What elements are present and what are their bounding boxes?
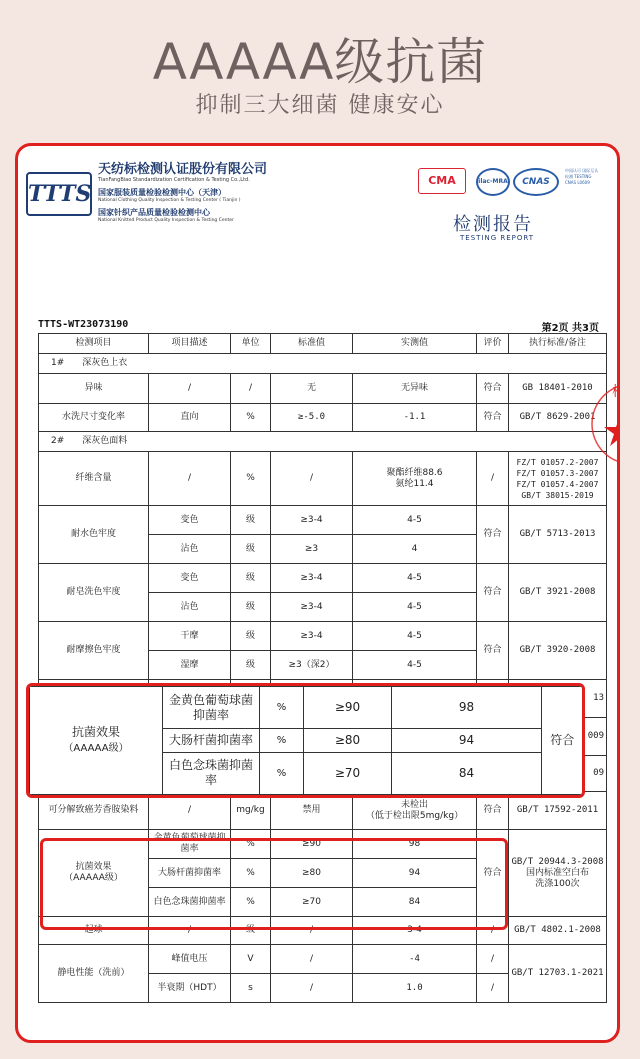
cell: GB/T 3920-2008 <box>509 622 607 680</box>
cell: / <box>231 374 271 404</box>
table-row <box>30 687 583 729</box>
cell: / <box>149 917 231 945</box>
cell: 1.0 <box>353 974 477 1003</box>
cell: / <box>149 452 231 506</box>
cell: 3-4 <box>353 917 477 945</box>
cell-line: FZ/T 01057.2-2007 <box>516 457 599 467</box>
company-info <box>98 158 368 223</box>
cell: GB 18401-2010 <box>509 374 607 404</box>
cell-line: 氨纶11.4 <box>395 478 434 489</box>
cell: 级 <box>231 593 271 622</box>
cell: 金黄色葡萄球菌抑菌率 <box>149 830 231 859</box>
cma-mark-icon: CMA <box>418 168 466 194</box>
cell: 大肠杆菌抑菌率 <box>149 859 231 888</box>
col-header: 标准值 <box>271 334 353 354</box>
cell: ≥-5.0 <box>271 404 353 432</box>
cell: % <box>231 404 271 432</box>
cell: GB/T 8629-2001 <box>509 404 607 432</box>
table-header-row <box>39 334 607 354</box>
cell-line: （AAAAA级） <box>63 743 129 754</box>
cell: 符合 <box>542 687 583 795</box>
cell: % <box>231 888 271 917</box>
cell-line: （AAAAA级） <box>64 873 123 883</box>
cell: 耐摩擦色牢度 <box>39 622 149 680</box>
cell: 符合 <box>477 404 509 432</box>
cell: 4-5 <box>353 651 477 680</box>
cell: 白色念珠菌抑菌率 <box>163 752 260 794</box>
cell: 湿摩 <box>149 651 231 680</box>
cell: 4 <box>353 535 477 564</box>
cell: GB/T 12703.1-2021 <box>509 945 607 1003</box>
col-header: 检测项目 <box>39 334 149 354</box>
cell: 可分解致癌芳香胺染料 <box>39 792 149 830</box>
cell: 半衰期（HDT） <box>149 974 231 1003</box>
cell: 009 <box>509 718 607 756</box>
cnas-mark-icon: CNAS <box>513 168 559 196</box>
cell: ≥80 <box>271 859 353 888</box>
cell: ≥70 <box>271 888 353 917</box>
report-sheet <box>15 143 640 1043</box>
cell: 无异味 <box>353 374 477 404</box>
cell-line: （低于检出限5mg/kg） <box>365 810 464 821</box>
cell: 符合 <box>477 374 509 404</box>
cell: 异味 <box>39 374 149 404</box>
cell <box>509 830 607 917</box>
cell: 级 <box>231 506 271 535</box>
cell: 大肠杆菌抑菌率 <box>163 729 260 752</box>
col-header: 单位 <box>231 334 271 354</box>
table-row <box>39 452 607 506</box>
cell-line: 未检出 <box>400 799 428 810</box>
cell: GB/T 17592-2011 <box>509 792 607 830</box>
cell: % <box>260 752 304 794</box>
cell-line: FZ/T 01057.4-2007 <box>516 479 599 489</box>
cell: GB/T 4802.1-2008 <box>509 917 607 945</box>
cell: 直向 <box>149 404 231 432</box>
cell: 禁用 <box>271 792 353 830</box>
cell: 沾色 <box>149 593 231 622</box>
page-title: AAAAA级抗菌 <box>152 33 488 91</box>
cell-line: 抗菌效果 <box>71 725 120 739</box>
cell: 级 <box>231 651 271 680</box>
cell: 09 <box>509 756 607 792</box>
cell-line: 聚酯纤维88.6 <box>386 467 443 478</box>
table-row <box>39 945 607 974</box>
antibacterial-highlight-table <box>29 686 583 795</box>
cell <box>353 452 477 506</box>
cell-line: GB/T 38015-2019 <box>521 490 594 500</box>
page-subtitle: 抑制三大细菌 健康安心 <box>195 93 445 118</box>
stamp-text: 检测 <box>612 384 640 400</box>
center2-name: 国家针织产品质量检验检测中心 <box>98 208 210 217</box>
cell: 级 <box>231 622 271 651</box>
table-row <box>39 506 607 535</box>
cell: 纤维含量 <box>39 452 149 506</box>
col-header: 评价 <box>477 334 509 354</box>
cell: ≥3（深2） <box>271 651 353 680</box>
cell: ≥3-4 <box>271 593 353 622</box>
cell: ≥3-4 <box>271 564 353 593</box>
cell: % <box>231 830 271 859</box>
cell: 84 <box>392 752 542 794</box>
cell: -4 <box>353 945 477 974</box>
cell: ≥3 <box>271 535 353 564</box>
cell: mg/kg <box>231 792 271 830</box>
cell-line: GB/T 20944.3-2008 <box>511 856 604 867</box>
cell: 98 <box>392 687 542 729</box>
col-header: 执行标准/备注 <box>509 334 607 354</box>
cell: 静电性能（洗前） <box>39 945 149 1003</box>
cell: / <box>477 945 509 974</box>
cell: 无 <box>271 374 353 404</box>
cell: % <box>231 452 271 506</box>
cell: GB/T 3921-2008 <box>509 564 607 622</box>
report-title-en: TESTING REPORT <box>460 234 535 242</box>
company-name-en: TianFangBiao Standardization Certification & Testing Co.,Ltd. <box>98 177 250 183</box>
cell: 符合 <box>477 506 509 564</box>
cell: 水洗尺寸变化率 <box>39 404 149 432</box>
cell: ≥90 <box>304 687 392 729</box>
seal-stamp-icon <box>590 364 640 474</box>
cell: 符合 <box>477 792 509 830</box>
table-row <box>39 404 607 432</box>
cell-line: 国内标准空白布 <box>525 867 589 878</box>
cell: 金黄色葡萄球菌抑菌率 <box>163 687 260 729</box>
cell: ≥3-4 <box>271 622 353 651</box>
cell: 4-5 <box>353 506 477 535</box>
cell: 沾色 <box>149 535 231 564</box>
ilac-mark-icon: ilac-MRA <box>476 168 510 196</box>
cell: 4-5 <box>353 564 477 593</box>
cell: ≥80 <box>304 729 392 752</box>
cell: ≥90 <box>271 830 353 859</box>
cell: 峰值电压 <box>149 945 231 974</box>
cell-line: FZ/T 01057.3-2007 <box>516 468 599 478</box>
cell: / <box>271 945 353 974</box>
cell-line: 洗涤100次 <box>535 878 580 889</box>
table-row <box>39 622 607 651</box>
cell: 干摩 <box>149 622 231 651</box>
table-row <box>39 564 607 593</box>
cell: / <box>149 374 231 404</box>
table-row <box>39 374 607 404</box>
cell: % <box>231 859 271 888</box>
cell: ≥70 <box>304 752 392 794</box>
cell: 级 <box>231 564 271 593</box>
cell: / <box>477 452 509 506</box>
cell: % <box>260 687 304 729</box>
col-header: 实测值 <box>353 334 477 354</box>
cell: 4-5 <box>353 593 477 622</box>
cell <box>30 687 163 795</box>
report-number: TTTS-WT23073190 <box>38 319 129 330</box>
cell: GB/T 5713-2013 <box>509 506 607 564</box>
cell: / <box>477 974 509 1003</box>
center1-name-en: National Clothing Quality Inspection & Testing Center ( Tianjin ) <box>98 198 241 203</box>
report-title: 检测报告 <box>453 214 533 235</box>
cell: ≥3-4 <box>271 506 353 535</box>
cell: -1.1 <box>353 404 477 432</box>
cell: 符合 <box>477 622 509 680</box>
cell: 94 <box>392 729 542 752</box>
cell: 级 <box>231 917 271 945</box>
cell: % <box>260 729 304 752</box>
cell: 级 <box>231 535 271 564</box>
page-number: 第2页 共3页 <box>541 323 599 334</box>
cell: 耐皂洗色牢度 <box>39 564 149 622</box>
cell: 84 <box>353 888 477 917</box>
company-name: 天纺标检测认证股份有限公司 <box>98 162 268 177</box>
cell: / <box>271 452 353 506</box>
accreditation-text: 中国认可 国际互认 检测 TESTING CNAS L0609 <box>565 168 599 185</box>
cell: V <box>231 945 271 974</box>
cell: 变色 <box>149 506 231 535</box>
center1-name: 国家服装质量检验检测中心（天津） <box>98 188 226 197</box>
cell: 变色 <box>149 564 231 593</box>
cell: / <box>477 917 509 945</box>
center2-name-en: National Knitted Product Quality Inspection & Testing Center <box>98 218 234 223</box>
cell: / <box>149 792 231 830</box>
cell: 耐水色牢度 <box>39 506 149 564</box>
section-label: 1# 深灰色上衣 <box>39 354 607 374</box>
col-header: 项目描述 <box>149 334 231 354</box>
cell: 符合 <box>477 564 509 622</box>
cell: 起球 <box>39 917 149 945</box>
cell: 94 <box>353 859 477 888</box>
cell: / <box>271 974 353 1003</box>
cell: 白色念珠菌抑菌率 <box>149 888 231 917</box>
cell: 98 <box>353 830 477 859</box>
cell: 符合 <box>477 830 509 917</box>
cell-line: 抗菌效果 <box>75 862 112 872</box>
antibacterial-highlight-frame <box>40 838 508 930</box>
cell: 13 <box>509 680 607 718</box>
antibacterial-highlight-panel <box>26 683 585 798</box>
section-label: 2# 深灰色面料 <box>39 432 607 452</box>
ttts-logo: TTTS <box>26 172 92 216</box>
cell: 4-5 <box>353 622 477 651</box>
cell: s <box>231 974 271 1003</box>
cell: / <box>271 917 353 945</box>
